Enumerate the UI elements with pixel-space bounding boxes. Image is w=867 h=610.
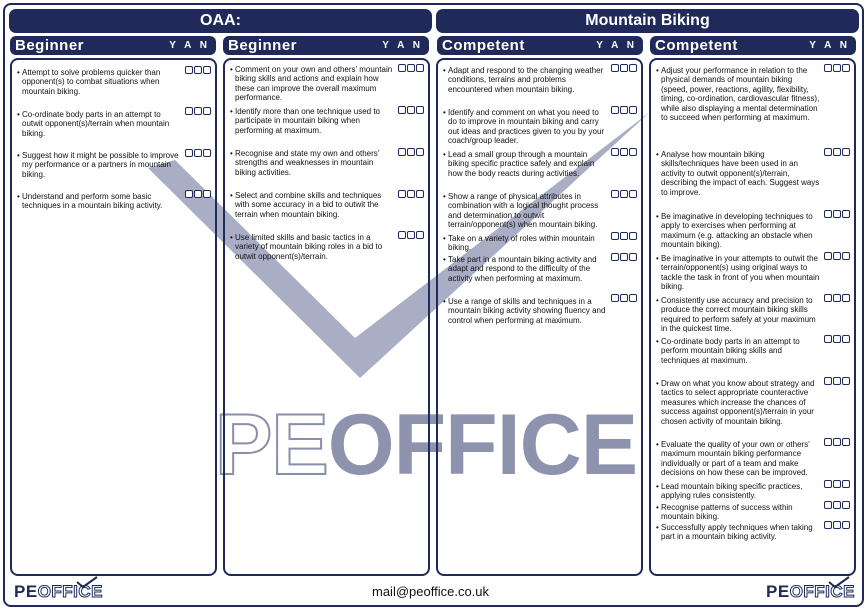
criteria-text: Lead a small group through a mountain biking specific practice safely and explain how the body reacts during activities. <box>448 150 595 178</box>
yes-checkbox[interactable] <box>824 480 832 488</box>
no-checkbox[interactable] <box>416 190 424 198</box>
almost-checkbox[interactable] <box>620 64 628 72</box>
bullet-icon: • <box>656 66 659 75</box>
almost-checkbox[interactable] <box>833 438 841 446</box>
yan-checkboxes[interactable] <box>824 148 850 156</box>
yes-checkbox[interactable] <box>398 106 406 114</box>
criteria-item <box>230 233 395 261</box>
yes-checkbox[interactable] <box>185 66 193 74</box>
criteria-text: Take part in a mountain biking activity and adapt and respond to the difficulty of the activity when performing at maximum. <box>448 255 597 283</box>
bullet-icon: • <box>443 297 446 306</box>
yan-checkboxes[interactable] <box>824 521 850 529</box>
almost-checkbox[interactable] <box>620 294 628 302</box>
criteria-text: Consistently use accuracy and precision to produce the correct mountain biking skills required to perform safely at your maximum in the quickest time. <box>661 296 816 334</box>
yes-checkbox[interactable] <box>824 377 832 385</box>
yes-checkbox[interactable] <box>611 253 619 261</box>
no-checkbox[interactable] <box>629 294 637 302</box>
yan-checkboxes[interactable] <box>824 64 850 72</box>
yan-label: Y A N <box>169 40 210 51</box>
no-checkbox[interactable] <box>203 107 211 115</box>
no-checkbox[interactable] <box>629 148 637 156</box>
criteria-text: Suggest how it might be possible to improve my performance or a partners in mountain biking. <box>22 151 179 179</box>
almost-checkbox[interactable] <box>833 521 841 529</box>
bullet-icon: • <box>656 482 659 491</box>
almost-checkbox[interactable] <box>833 480 841 488</box>
yan-checkboxes[interactable] <box>824 377 850 385</box>
column-body-3 <box>436 58 643 576</box>
yan-checkboxes[interactable] <box>185 66 211 74</box>
almost-checkbox[interactable] <box>833 377 841 385</box>
almost-checkbox[interactable] <box>620 148 628 156</box>
yes-checkbox[interactable] <box>611 64 619 72</box>
yes-checkbox[interactable] <box>824 521 832 529</box>
bullet-icon: • <box>656 503 659 512</box>
criteria-text: Identify more than one technique used to participate in mountain biking when performing at maximum. <box>235 107 380 135</box>
criteria-text: Attempt to solve problems quicker than opponent(s) to combat situations when mountain biking. <box>22 68 161 96</box>
yan-checkboxes[interactable] <box>611 148 637 156</box>
email-text[interactable]: mail@peoffice.co.uk <box>372 584 490 599</box>
criteria-text: Adjust your performance in relation to the physical demands of mountain biking (speed, power, reactions, agility, flexibility, timing, co-ordination, cardiovascular fitness), while also displaying a mental determination to succeed when performing at maximum. <box>661 66 820 123</box>
criteria-item <box>17 110 182 138</box>
almost-checkbox[interactable] <box>833 64 841 72</box>
column-body-2 <box>223 58 430 576</box>
yes-checkbox[interactable] <box>824 294 832 302</box>
criteria-item <box>230 65 395 103</box>
criteria-item <box>17 68 182 96</box>
almost-checkbox[interactable] <box>620 106 628 114</box>
criteria-item <box>17 151 182 179</box>
criteria-text: Draw on what you know about strategy and tactics to select appropriate counteractive measures which increase the chances of success against opponent(s)/terrain in your chosen activity of mountain biking. <box>661 379 815 426</box>
yes-checkbox[interactable] <box>185 190 193 198</box>
yes-checkbox[interactable] <box>611 148 619 156</box>
criteria-text: Show a range of physical attributes in combination with a logical thought process and determination to outwit terrain/opponent(s) when mountain biking. <box>448 192 599 230</box>
criteria-text: Successfully apply techniques when taking part in a mountain biking activity. <box>661 523 813 542</box>
bullet-icon: • <box>230 233 233 242</box>
criteria-text: Recognise patterns of success within mountain biking. <box>661 503 793 522</box>
no-checkbox[interactable] <box>842 148 850 156</box>
almost-checkbox[interactable] <box>620 190 628 198</box>
yes-checkbox[interactable] <box>398 190 406 198</box>
criteria-item <box>656 337 821 365</box>
criteria-item <box>230 149 395 177</box>
yes-checkbox[interactable] <box>611 232 619 240</box>
no-checkbox[interactable] <box>416 64 424 72</box>
criteria-item <box>443 297 608 325</box>
yes-checkbox[interactable] <box>398 148 406 156</box>
column-title: Beginner <box>228 37 298 54</box>
criteria-text: Take on a variety of roles within mountain biking. <box>448 234 595 253</box>
activity-name-title: Mountain Biking <box>585 12 710 29</box>
yes-checkbox[interactable] <box>398 231 406 239</box>
criteria-text: Comment on your own and others' mountain biking skills and actions and explain how these can improve the overall maximum performance. <box>235 65 393 103</box>
no-checkbox[interactable] <box>842 480 850 488</box>
almost-checkbox[interactable] <box>407 148 415 156</box>
bullet-icon: • <box>656 440 659 449</box>
no-checkbox[interactable] <box>842 335 850 343</box>
yes-checkbox[interactable] <box>398 64 406 72</box>
yes-checkbox[interactable] <box>824 335 832 343</box>
logo-office: OFFICE <box>789 582 856 601</box>
criteria-item <box>656 440 821 478</box>
no-checkbox[interactable] <box>203 149 211 157</box>
yan-checkboxes[interactable] <box>185 190 211 198</box>
yan-checkboxes[interactable] <box>611 106 637 114</box>
almost-checkbox[interactable] <box>194 190 202 198</box>
almost-checkbox[interactable] <box>833 148 841 156</box>
no-checkbox[interactable] <box>629 190 637 198</box>
yan-label: Y A N <box>809 40 850 51</box>
criteria-item <box>17 192 182 211</box>
bullet-icon: • <box>656 254 659 263</box>
no-checkbox[interactable] <box>842 438 850 446</box>
no-checkbox[interactable] <box>416 231 424 239</box>
criteria-text: Be imaginative in developing techniques to apply to exercises when performing at maximum (e.g. attacking an obstacle when mountain biking). <box>661 212 813 250</box>
yan-checkboxes[interactable] <box>824 294 850 302</box>
yes-checkbox[interactable] <box>611 294 619 302</box>
yan-checkboxes[interactable] <box>611 190 637 198</box>
activity-category-title: OAA: <box>200 12 241 29</box>
criteria-text: Lead mountain biking specific practices, applying rules consistently. <box>661 482 803 501</box>
criteria-item <box>443 234 608 253</box>
criteria-item <box>443 255 608 283</box>
yan-checkboxes[interactable] <box>611 64 637 72</box>
almost-checkbox[interactable] <box>407 231 415 239</box>
almost-checkbox[interactable] <box>833 252 841 260</box>
criteria-item <box>656 482 821 501</box>
logo-pe: PE <box>766 582 790 601</box>
yes-checkbox[interactable] <box>824 148 832 156</box>
no-checkbox[interactable] <box>842 521 850 529</box>
criteria-text: Evaluate the quality of your own or others' maximum mountain biking performance individually or part of a team and make decisions on how these can be improved. <box>661 440 810 478</box>
no-checkbox[interactable] <box>842 377 850 385</box>
bullet-icon: • <box>656 150 659 159</box>
yes-checkbox[interactable] <box>824 438 832 446</box>
watermark-pe: PE <box>215 397 328 493</box>
yes-checkbox[interactable] <box>611 106 619 114</box>
criteria-text: Co-ordinate body parts in an attempt to outwit opponent(s)/terrain when mountain biking. <box>22 110 170 138</box>
yan-label: Y A N <box>382 40 423 51</box>
yan-checkboxes[interactable] <box>185 149 211 157</box>
yan-checkboxes[interactable] <box>824 438 850 446</box>
yan-checkboxes[interactable] <box>398 231 424 239</box>
yes-checkbox[interactable] <box>824 64 832 72</box>
yan-checkboxes[interactable] <box>398 190 424 198</box>
no-checkbox[interactable] <box>842 501 850 509</box>
almost-checkbox[interactable] <box>833 501 841 509</box>
yan-label: Y A N <box>596 40 637 51</box>
criteria-text: Use limited skills and basic tactics in a variety of mountain biking roles in a bid to outwit opponent(s)/terrain. <box>235 233 383 261</box>
criteria-item <box>656 150 821 197</box>
criteria-item <box>656 523 821 542</box>
almost-checkbox[interactable] <box>407 106 415 114</box>
almost-checkbox[interactable] <box>833 210 841 218</box>
bullet-icon: • <box>17 110 20 119</box>
yan-checkboxes[interactable] <box>185 107 211 115</box>
criteria-item <box>443 66 608 94</box>
almost-checkbox[interactable] <box>833 335 841 343</box>
no-checkbox[interactable] <box>416 106 424 114</box>
criteria-item <box>230 191 395 219</box>
criteria-item <box>656 503 821 522</box>
criteria-text: Analyse how mountain biking skills/techniques have been used in an activity to outwit opponent(s)/terrain, describing the impact of each. Suggest ways to improve. <box>661 150 820 197</box>
almost-checkbox[interactable] <box>833 294 841 302</box>
column-body-4 <box>649 58 856 576</box>
criteria-text: Understand and perform some basic techniques in a mountain biking activity. <box>22 192 163 211</box>
yan-checkboxes[interactable] <box>398 64 424 72</box>
yan-checkboxes[interactable] <box>824 210 850 218</box>
criteria-item <box>230 107 395 135</box>
column-title: Competent <box>655 37 738 54</box>
bullet-icon: • <box>17 192 20 201</box>
yan-checkboxes[interactable] <box>398 148 424 156</box>
watermark-office: OFFICE <box>327 397 638 493</box>
criteria-item <box>656 379 821 426</box>
no-checkbox[interactable] <box>203 190 211 198</box>
almost-checkbox[interactable] <box>620 232 628 240</box>
bullet-icon: • <box>443 192 446 201</box>
bullet-icon: • <box>443 66 446 75</box>
criteria-item <box>656 66 821 123</box>
yes-checkbox[interactable] <box>185 107 193 115</box>
bullet-icon: • <box>656 379 659 388</box>
logo-office: OFFICE <box>37 582 104 601</box>
no-checkbox[interactable] <box>629 64 637 72</box>
yan-checkboxes[interactable] <box>824 252 850 260</box>
no-checkbox[interactable] <box>629 106 637 114</box>
column-body-1 <box>10 58 217 576</box>
yan-checkboxes[interactable] <box>398 106 424 114</box>
bullet-icon: • <box>443 150 446 159</box>
criteria-item <box>656 254 821 292</box>
no-checkbox[interactable] <box>842 64 850 72</box>
no-checkbox[interactable] <box>842 294 850 302</box>
bullet-icon: • <box>443 234 446 243</box>
almost-checkbox[interactable] <box>194 66 202 74</box>
criteria-text: Identify and comment on what you need to do to improve in mountain biking and carry out ideas and practices given to you by your coach/group leader. <box>448 108 605 146</box>
almost-checkbox[interactable] <box>194 149 202 157</box>
yes-checkbox[interactable] <box>824 252 832 260</box>
logo-pe: PE <box>14 582 38 601</box>
almost-checkbox[interactable] <box>407 190 415 198</box>
criteria-text: Select and combine skills and techniques with some accuracy in a bid to outwit the terrain when mountain biking. <box>235 191 382 219</box>
yan-checkboxes[interactable] <box>824 480 850 488</box>
criteria-text: Use a range of skills and techniques in a mountain biking activity showing fluency and control when performing at maximum. <box>448 297 606 325</box>
bullet-icon: • <box>443 255 446 264</box>
no-checkbox[interactable] <box>629 253 637 261</box>
criteria-text: Be imaginative in your attempts to outwit the terrain/opponent(s) using original ways to tackle the task in front of you when mountain biking. <box>661 254 820 292</box>
criteria-item <box>443 150 608 178</box>
no-checkbox[interactable] <box>203 66 211 74</box>
column-title: Beginner <box>15 37 85 54</box>
criteria-item <box>656 212 821 250</box>
bullet-icon: • <box>443 108 446 117</box>
yan-checkboxes[interactable] <box>824 501 850 509</box>
yan-checkboxes[interactable] <box>611 294 637 302</box>
no-checkbox[interactable] <box>842 210 850 218</box>
bullet-icon: • <box>230 107 233 116</box>
bullet-icon: • <box>230 149 233 158</box>
criteria-text: Co-ordinate body parts in an attempt to perform mountain biking skills and techniques at maximum. <box>661 337 800 365</box>
almost-checkbox[interactable] <box>194 107 202 115</box>
yes-checkbox[interactable] <box>185 149 193 157</box>
column-title: Competent <box>442 37 525 54</box>
almost-checkbox[interactable] <box>620 253 628 261</box>
yan-checkboxes[interactable] <box>824 335 850 343</box>
bullet-icon: • <box>17 68 20 77</box>
yes-checkbox[interactable] <box>611 190 619 198</box>
criteria-text: Recognise and state my own and others' strengths and weaknesses in mountain biking activities. <box>235 149 380 177</box>
bullet-icon: • <box>656 337 659 346</box>
criteria-item <box>443 108 608 146</box>
bullet-icon: • <box>17 151 20 160</box>
yan-checkboxes[interactable] <box>611 253 637 261</box>
bullet-icon: • <box>656 212 659 221</box>
yes-checkbox[interactable] <box>824 501 832 509</box>
yes-checkbox[interactable] <box>824 210 832 218</box>
bullet-icon: • <box>230 191 233 200</box>
bullet-icon: • <box>656 296 659 305</box>
bullet-icon: • <box>230 65 233 74</box>
no-checkbox[interactable] <box>629 232 637 240</box>
criteria-item <box>443 192 608 230</box>
bullet-icon: • <box>656 523 659 532</box>
criteria-item <box>656 296 821 334</box>
no-checkbox[interactable] <box>416 148 424 156</box>
almost-checkbox[interactable] <box>407 64 415 72</box>
yan-checkboxes[interactable] <box>611 232 637 240</box>
no-checkbox[interactable] <box>842 252 850 260</box>
criteria-text: Adapt and respond to the changing weather conditions, terrains and problems encountered when mountain biking. <box>448 66 604 94</box>
